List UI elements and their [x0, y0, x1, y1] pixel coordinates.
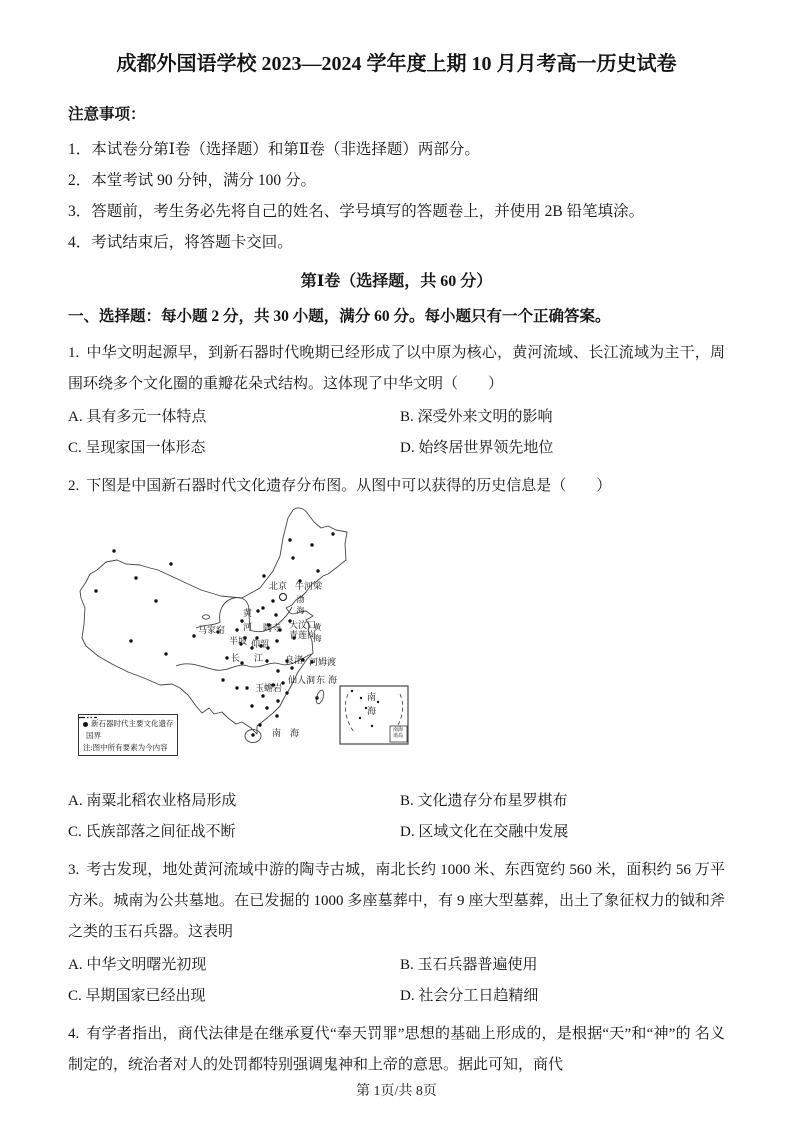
beijing-city-marker-icon	[280, 594, 287, 601]
page-title: 成都外国语学校 2023—2024 学年度上期 10 月月考高一历史试卷	[116, 53, 677, 75]
page-number: 第 1页/共 8页	[356, 1084, 437, 1099]
question-2-option-a: A. 南粟北稻农业格局形成	[68, 793, 237, 809]
question-1-option-d: D. 始终居世界领先地位	[400, 440, 554, 456]
question-3-options	[68, 950, 725, 1012]
map-label-dawenkou: 大汶口	[289, 620, 317, 630]
section-heading: 第Ⅰ卷（选择题，共 60 分）	[300, 273, 493, 290]
map-label-yellow-river: 黄河	[242, 608, 252, 636]
question-1-stem	[68, 338, 725, 400]
question-1-text: 中华文明起源早，到新石器时代晚期已经形成了以中原为核心，黄河流域、长江流域为主干，周围环绕多个文化圈的重瓣花朵式结构。这体现了中华文明（ ）	[68, 345, 725, 392]
question-2-number: 2.	[68, 478, 80, 494]
map-label-yuchanyan: 玉蟾岩	[255, 683, 283, 693]
question-2-stem	[68, 471, 725, 502]
notice-item-4: 4．考试结束后，将答题卡交回。	[68, 234, 293, 251]
notice-item-1: 1．本试卷分第Ⅰ卷（选择题）和第Ⅱ卷（非选择题）两部分。	[68, 141, 480, 158]
map-label-hemudu: 河姆渡	[309, 657, 337, 667]
notice-heading: 注意事项：	[68, 106, 146, 123]
map-label-south-sea-islands: 南海诸岛	[392, 728, 403, 739]
legend-row-note	[83, 742, 174, 754]
question-2-text: 下图是中国新石器时代文化遗存分布图。从图中可以获得的历史信息是（ ）	[86, 478, 612, 494]
map-legend	[78, 714, 178, 756]
question-1-option-b: B. 深受外来文明的影响	[400, 409, 553, 425]
map-label-yellow-sea: 黄海	[313, 623, 322, 645]
map-label-liangzhu: 良渚	[285, 655, 304, 665]
notice-item-2: 2．本堂考试 90 分钟，满分 100 分。	[68, 172, 317, 189]
map-label-niuheliang: 牛河梁	[295, 581, 323, 591]
question-1-number: 1.	[68, 345, 80, 361]
map-label-south-sea: 南海	[272, 728, 309, 738]
site-dot-icon	[83, 722, 88, 727]
map-label-beijing: 北京	[269, 581, 288, 591]
question-4-stem	[68, 1019, 725, 1081]
map-label-xianrendong: 仙人洞	[288, 675, 316, 685]
question-3-text: 考古发现，地处黄河流域中游的陶寺古城，南北长约 1000 米、东西宽约 560 米，面积约 56 万平方米。城南为公共墓地。在已发掘的 1000 多座墓葬中，有 9 座大型墓葬，出土了象征权力的钺和斧之类的玉石兵器。这表明	[68, 862, 725, 940]
section-instruction: 一、选择题：每小题 2 分，共 30 小题，满分 60 分。每小题只有一个正确答案。	[68, 308, 611, 325]
map-label-taosi: 陶寺	[263, 623, 282, 633]
map-label-yangshao: 仰韶	[251, 639, 270, 649]
question-2-options	[68, 786, 725, 848]
question-3-option-a: A. 中华文明曙光初现	[68, 957, 207, 973]
question-3-option-d: D. 社会分工日趋精细	[400, 988, 539, 1004]
neolithic-sites-map	[76, 506, 416, 778]
legend-site-label: 新石器时代主要文化遗存	[91, 719, 174, 728]
question-3-option-c: C. 早期国家已经出现	[68, 988, 206, 1004]
question-3-number: 3.	[68, 862, 80, 878]
question-1-option-a: A. 具有多元一体特点	[68, 409, 207, 425]
question-2-option-d: D. 区域文化在交融中发展	[400, 824, 569, 840]
map-label-qingliangang: 青莲岗	[289, 630, 317, 640]
question-1-option-c: C. 呈现家国一体形态	[68, 440, 206, 456]
question-1-options	[68, 402, 725, 464]
map-label-inset-south-sea: 南海	[366, 692, 376, 720]
question-3-stem	[68, 855, 725, 948]
question-2-option-c: C. 氏族部落之间征战不断	[68, 824, 236, 840]
question-2-option-b: B. 文化遗存分布星罗棋布	[400, 793, 568, 809]
question-4-text: 有学者指出，商代法律是在继承夏代“奉天罚罪”思想的基础上形成的，是根据“天”和“神”的 名义制定的，统治者对人的处罚都特别强调鬼神和上帝的意思。据此可知，商代	[68, 1026, 725, 1073]
map-label-banpo: 半坡	[229, 636, 248, 646]
map-label-east-sea: 东海	[316, 675, 341, 685]
map-label-bohai-sea: 渤海	[296, 595, 305, 617]
notice-item-3: 3．答题前，考生务必先将自己的姓名、学号填写的答题卷上，并使用 2B 铅笔填涂。	[68, 203, 645, 220]
map-label-yangtze-river: 长江	[231, 653, 278, 663]
legend-row-boundary	[83, 730, 174, 742]
question-4-number: 4.	[68, 1026, 80, 1042]
legend-boundary-label: 国界	[86, 731, 101, 740]
legend-note: 注:图中所有要素为今内容	[83, 743, 168, 752]
map-label-majiayao: 马家窑	[198, 625, 226, 635]
question-3-option-b: B. 玉石兵器普遍使用	[400, 957, 538, 973]
